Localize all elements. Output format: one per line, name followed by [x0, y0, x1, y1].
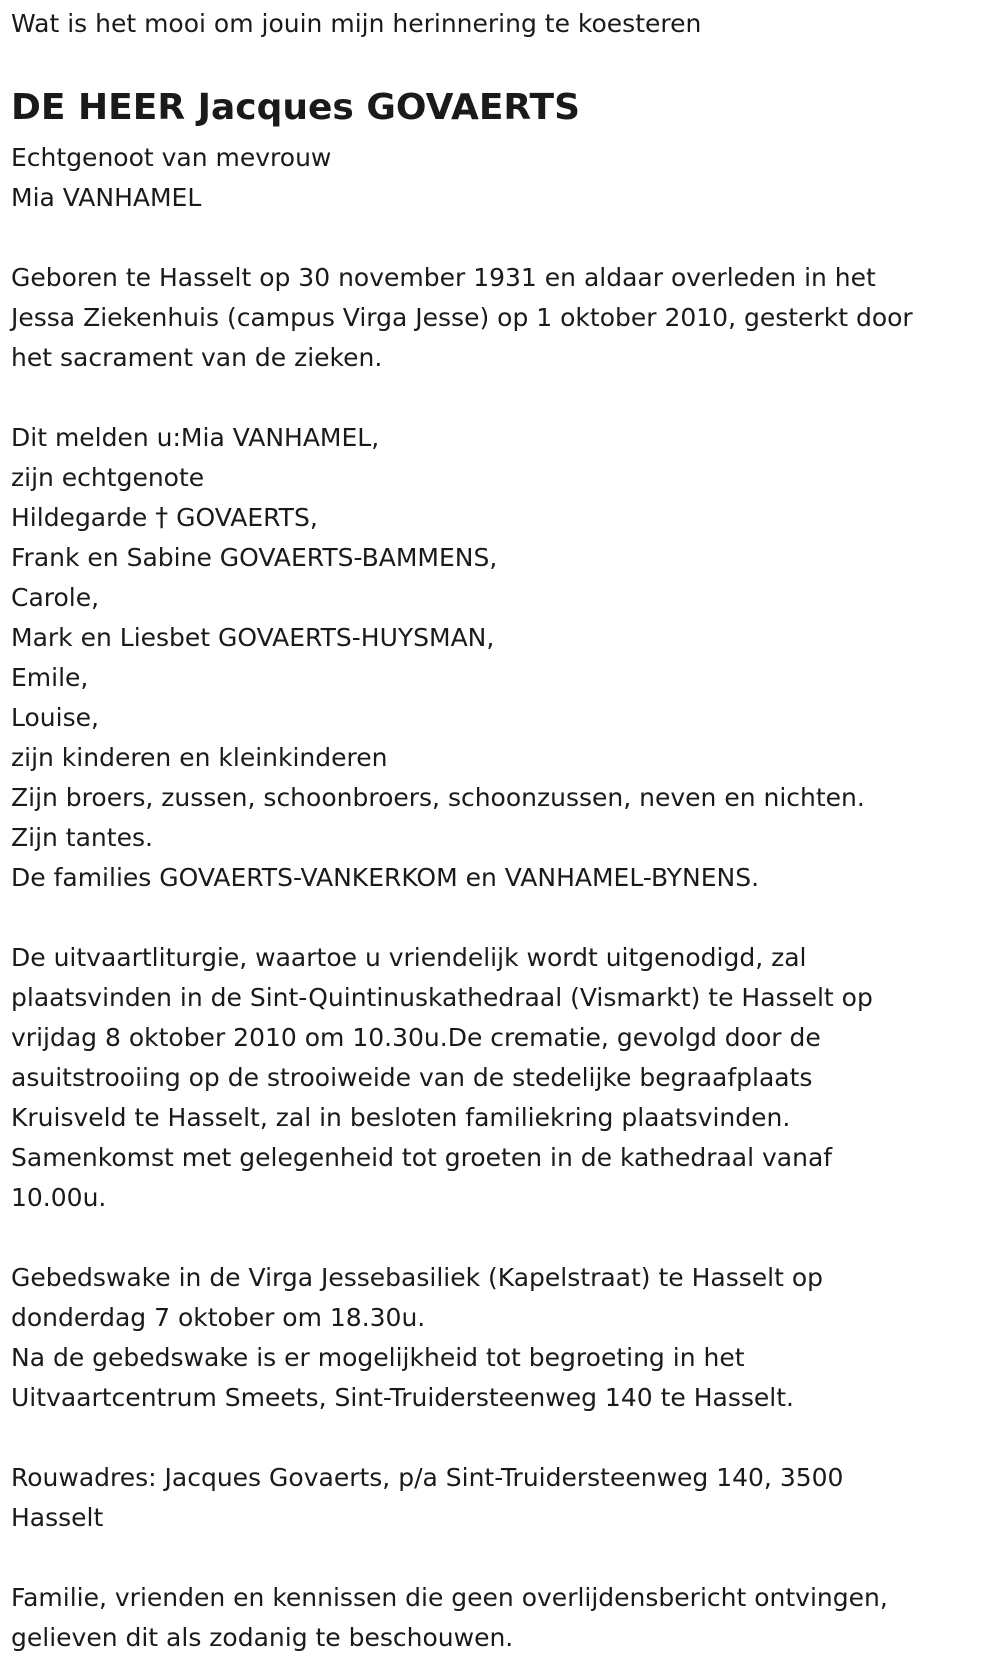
family-line: zijn kinderen en kleinkinderen — [11, 743, 388, 772]
funeral-line: Kruisveld te Hasselt, zal in besloten familiekring plaatsvinden. — [11, 1103, 791, 1132]
address-line: Rouwadres: Jacques Govaerts, p/a Sint-Truidersteenweg 140, 3500 — [11, 1463, 844, 1492]
deceased-name-heading: DE HEER Jacques GOVAERTS — [11, 87, 581, 128]
funeral-line: 10.00u. — [11, 1183, 107, 1212]
closing-line: Familie, vrienden en kennissen die geen overlijdensbericht ontvingen, — [11, 1583, 888, 1612]
family-line: Dit melden u:Mia VANHAMEL, — [11, 423, 380, 452]
funeral-line: asuitstrooiing op de strooiweide van de stedelijke begraafplaats — [11, 1063, 813, 1092]
family-line: Carole, — [11, 583, 100, 612]
family-last-name: GOVAERTS, — [168, 503, 318, 532]
spouse-name: Mia VANHAMEL — [11, 183, 202, 212]
family-line: Zijn tantes. — [11, 823, 153, 852]
family-line: De families GOVAERTS-VANKERKOM en VANHAMEL-BYNENS. — [11, 863, 760, 892]
funeral-line: Samenkomst met gelegenheid tot groeten in de kathedraal vanaf — [11, 1143, 833, 1172]
family-first-name: Hildegarde — [11, 503, 156, 532]
birth-death-line: Geboren te Hasselt op 30 november 1931 en aldaar overleden in het — [11, 263, 876, 292]
family-line: zijn echtgenote — [11, 463, 205, 492]
death-notice — [11, 4, 986, 1658]
spouse-line: Echtgenoot van mevrouw — [11, 143, 332, 172]
spacer — [11, 378, 986, 418]
spacer — [11, 218, 986, 258]
funeral-line: De uitvaartliturgie, waartoe u vriendelijk wordt uitgenodigd, zal — [11, 943, 807, 972]
funeral-line: plaatsvinden in de Sint-Quintinuskathedraal (Vismarkt) te Hasselt op — [11, 983, 873, 1012]
spacer — [11, 898, 986, 938]
vigil-line: Na de gebedswake is er mogelijkheid tot begroeting in het — [11, 1343, 745, 1372]
vigil-line: Uitvaartcentrum Smeets, Sint-Truidersteenweg 140 te Hasselt. — [11, 1383, 794, 1412]
vigil-line: Gebedswake in de Virga Jessebasiliek (Kapelstraat) te Hasselt op — [11, 1263, 824, 1292]
spacer — [11, 1538, 986, 1578]
closing-line: gelieven dit als zodanig te beschouwen. — [11, 1623, 514, 1652]
family-line: Zijn broers, zussen, schoonbroers, schoonzussen, neven en nichten. — [11, 783, 865, 812]
intro-quote: Wat is het mooi om jouin mijn herinnering te koesteren — [11, 9, 702, 38]
family-line: Emile, — [11, 663, 89, 692]
spacer — [11, 1218, 986, 1258]
address-line: Hasselt — [11, 1503, 104, 1532]
funeral-line: vrijdag 8 oktober 2010 om 10.30u.De crematie, gevolgd door de — [11, 1023, 821, 1052]
birth-death-line: Jessa Ziekenhuis (campus Virga Jesse) op 1 oktober 2010, gesterkt door — [11, 303, 913, 332]
family-line-hildegarde — [11, 498, 986, 538]
family-line: Louise, — [11, 703, 99, 732]
family-line: Frank en Sabine GOVAERTS-BAMMENS, — [11, 543, 498, 572]
vigil-line: donderdag 7 oktober om 18.30u. — [11, 1303, 426, 1332]
spacer — [11, 1418, 986, 1458]
birth-death-line: het sacrament van de zieken. — [11, 343, 383, 372]
cross-icon: † — [155, 503, 169, 533]
family-line: Mark en Liesbet GOVAERTS-HUYSMAN, — [11, 623, 495, 652]
